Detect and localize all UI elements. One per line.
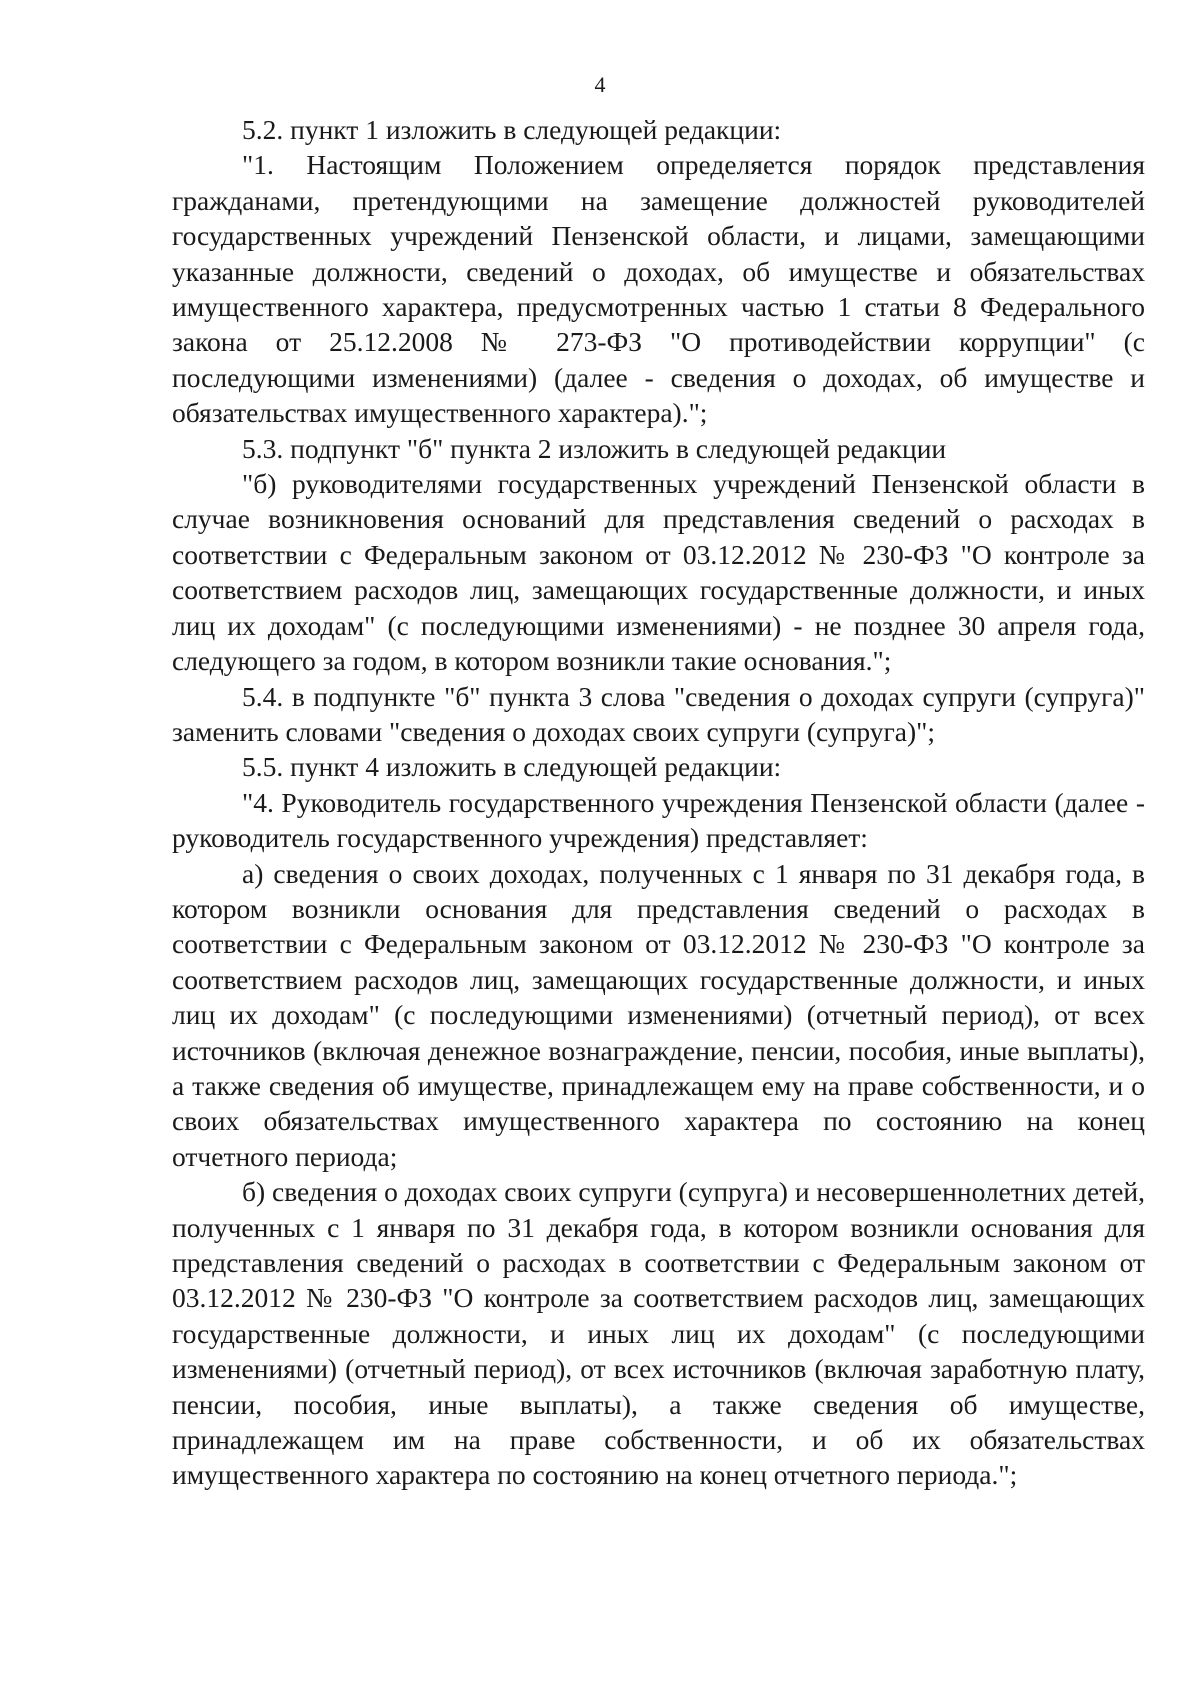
page-number: 4: [594, 72, 606, 97]
paragraph-item-1-text: "1. Настоящим Положением определяется порядок представления гражданами, претендующими на замещение должностей руководителей государственных учреждений Пензенской области, и лицами, замещающими указанные должности, сведений о доходах, об имуществе и обязательствах имущественного характера, предусмотренных частью 1 статьи 8 Федерального закона от 25.12.2008 № 273-ФЗ "О противодействии коррупции" (с последующими изменениями) (далее - сведения о доходах, об имуществе и обязательствах имущественного характера).";: [172, 149, 1145, 429]
document-body: [172, 112, 1145, 1493]
paragraph-subitem-a: а) сведения о своих доходах, полученных с 1 января по 31 декабря года, в котором возникли основания для представления сведений о расходах в соответствии с Федеральным законом от 03.12.2012 № 230-ФЗ "О контроле за соответствием расходов лиц, замещающих государственные должности, и иных лиц их доходам" (с последующими изменениями) (отчетный период), от всех источников (включая денежное вознаграждение, пенсии, пособия, иные выплаты), а также сведения об имуществе, принадлежащем ему на праве собственности, и о своих обязательствах имущественного характера по состоянию на конец отчетного периода;: [172, 857, 1145, 1172]
paragraph-5-2: 5.2. пункт 1 изложить в следующей редакции:: [242, 114, 782, 145]
paragraph-subitem-b: б) сведения о доходах своих супруги (супруга) и несовершеннолетних детей, полученных с 1 января по 31 декабря года, в котором возникли основания для представления сведений о расходах в соответствии с Федеральным законом от 03.12.2012 № 230-ФЗ "О контроле за соответствием расходов лиц, замещающих государственные должности, и иных лиц их доходам" (с последующими изменениями) (отчетный период), от всех источников (включая заработную плату, пенсии, пособия, иные выплаты), а также сведения об имуществе, принадлежащем им на праве собственности, и об их обязательствах имущественного характера по состоянию на конец отчетного периода.";: [172, 1176, 1145, 1491]
paragraph-5-5: 5.5. пункт 4 изложить в следующей редакции:: [242, 751, 782, 783]
paragraph-subitem-b-text: "б) руководителями государственных учреждений Пензенской области в случае возникновения оснований для представления сведений о расходах в соответствии с Федеральным законом от 03.12.2012 № 230-ФЗ "О контроле за соответствием расходов лиц, замещающих государственные должности, и иных лиц их доходам" (с последующими изменениями) - не позднее 30 апреля года, следующего за годом, в котором возникли такие основания.";: [172, 468, 1145, 677]
paragraph-5-4: 5.4. в подпункте "б" пункта 3 слова "сведения о доходах супруги (супруга)" заменить словами "сведения о доходах своих супруги (супруга)";: [172, 680, 1145, 747]
paragraph-item-4-text: "4. Руководитель государственного учреждения Пензенской области (далее - руководитель государственного учреждения) представляет:: [172, 786, 1145, 854]
paragraph-5-3: 5.3. подпункт "б" пункта 2 изложить в следующей редакции: [242, 432, 947, 464]
